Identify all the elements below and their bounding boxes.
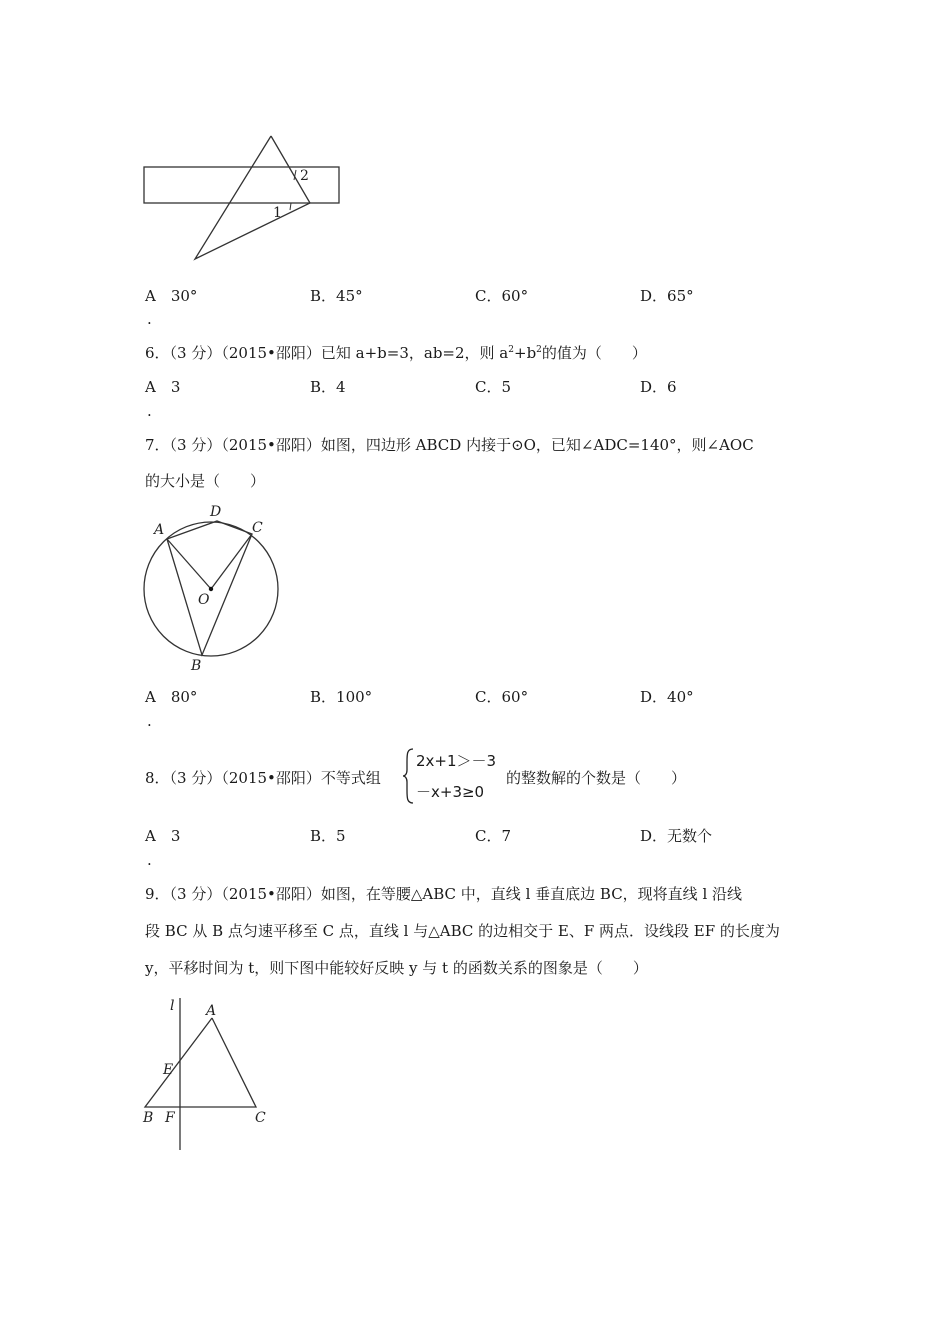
q7-stem-line2: 的大小是（ ） — [145, 472, 266, 490]
q9-stem-line1 — [145, 883, 742, 904]
q5-option-b: B．45° — [310, 287, 363, 305]
q6-stem-c: 的值为（ ） — [541, 344, 647, 362]
q8-source: （2015•邵阳） — [221, 769, 321, 787]
q8-inequality-1: 2x+1＞－3 — [416, 752, 497, 770]
q7-score: （3 分） — [169, 436, 222, 454]
q7-label-o: O — [198, 592, 210, 608]
q6-source: （2015•邵阳） — [221, 344, 321, 362]
q8-stem-prefix — [145, 767, 381, 788]
q7-option-d: D．40° — [640, 688, 694, 706]
q9-number: 9． — [145, 885, 170, 903]
q9-source: （2015•邵阳） — [221, 885, 321, 903]
q7-source: （2015•邵阳） — [221, 436, 321, 454]
q6-sup-1: 2 — [508, 345, 514, 355]
q9-label-l: l — [170, 998, 175, 1014]
q9-label-e: E — [163, 1062, 174, 1078]
q7-label-b: B — [191, 658, 202, 674]
q6-sup-2: 2 — [536, 345, 542, 355]
q5-angle-mark-1 — [290, 203, 291, 210]
q8-option-b: B．5 — [310, 827, 346, 845]
q7-label-c: C — [252, 520, 263, 536]
q7-option-b: B．100° — [310, 688, 373, 706]
q8-option-a: A 3 — [145, 827, 181, 845]
q5-figure — [140, 130, 350, 265]
q7-segment-co — [211, 534, 252, 589]
q8-option-c: C．7 — [475, 827, 512, 845]
q6-dot: . — [147, 402, 152, 420]
q5-option-d: D．65° — [640, 287, 694, 305]
q6-number: 6． — [145, 344, 170, 362]
q9-label-f: F — [165, 1110, 175, 1126]
q7-option-c: C．60° — [475, 688, 529, 706]
q9-figure — [140, 995, 280, 1155]
q8-brace — [402, 748, 414, 804]
q7-option-a: A 80° — [145, 688, 198, 706]
q9-score: （3 分） — [169, 885, 222, 903]
q9-stem-line3: y，平移时间为 t，则下图中能较好反映 y 与 t 的函数关系的图象是（ ） — [145, 959, 648, 977]
q6-option-d: D．6 — [640, 378, 677, 396]
q5-rectangle — [144, 167, 339, 203]
q7-segment-ao — [167, 539, 211, 589]
q7-stem-text: 如图，四边形 ABCD 内接于⊙O，已知∠ADC=140°，则∠AOC — [320, 436, 754, 454]
q5-dot: . — [147, 310, 152, 328]
q9-label-c: C — [255, 1110, 266, 1126]
q7-label-d: D — [210, 504, 222, 520]
q6-stem — [145, 342, 647, 363]
q9-stem-text: 如图，在等腰△ABC 中，直线 l 垂直底边 BC，现将直线 l 沿线 — [320, 885, 743, 903]
q8-dot: . — [147, 851, 152, 869]
q7-center-point — [209, 587, 213, 591]
q6-option-c: C．5 — [475, 378, 512, 396]
q9-label-a: A — [206, 1003, 217, 1019]
q8-number: 8． — [145, 769, 170, 787]
q5-triangle — [195, 136, 310, 259]
q8-option-d: D．无数个 — [640, 827, 713, 845]
q6-option-b: B．4 — [310, 378, 346, 396]
q7-stem-line1 — [145, 434, 754, 455]
q8-stem-b: 的整数解的个数是（ ） — [506, 769, 687, 787]
q9-stem-line2: 段 BC 从 B 点匀速平移至 C 点，直线 l 与△ABC 的边相交于 E、F 两点．设线段 EF 的长度为 — [145, 922, 780, 940]
q7-label-a: A — [154, 522, 165, 538]
q8-inequality-2: －x+3≥0 — [416, 783, 485, 801]
q5-label-2: 2 — [300, 168, 309, 184]
q5-label-1: 1 — [273, 205, 282, 221]
q6-stem-a: 已知 a+b=3，ab=2，则 a — [320, 344, 509, 362]
q8-stem-a: 不等式组 — [320, 769, 381, 787]
q6-score: （3 分） — [169, 344, 222, 362]
q6-stem-b: +b — [514, 344, 537, 362]
q7-dot: . — [147, 712, 152, 730]
q9-triangle — [145, 1018, 256, 1107]
q5-option-a: A 30° — [145, 287, 198, 305]
q7-figure — [138, 500, 288, 678]
q8-score: （3 分） — [169, 769, 222, 787]
q6-option-a: A 3 — [145, 378, 181, 396]
q9-label-b: B — [143, 1110, 154, 1126]
q7-number: 7． — [145, 436, 170, 454]
q5-option-c: C．60° — [475, 287, 529, 305]
